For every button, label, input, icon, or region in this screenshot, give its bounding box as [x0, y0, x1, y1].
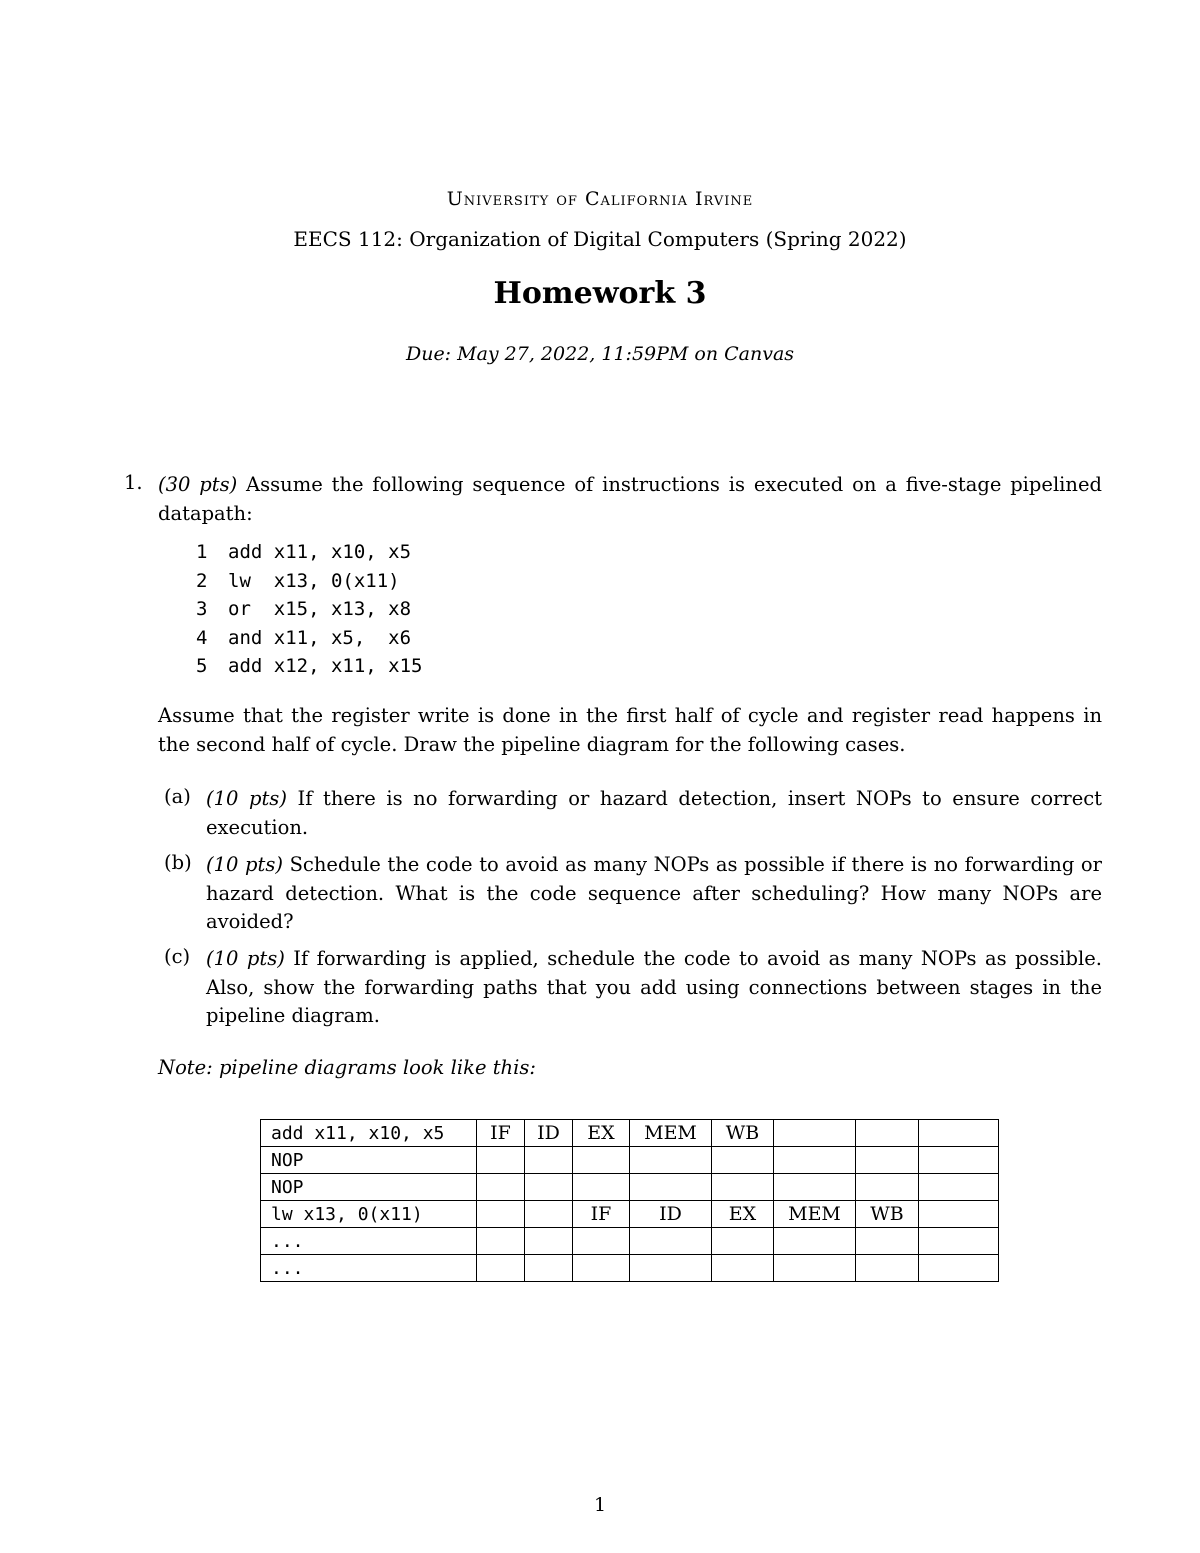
code-line-number: 5: [196, 655, 208, 678]
stage-cell: [525, 1147, 573, 1174]
code-line: [196, 652, 422, 681]
stage-cell: [573, 1228, 630, 1255]
stage-cell: [856, 1255, 919, 1282]
code-instruction: or x15, x13, x8: [228, 598, 412, 621]
code-line: [196, 567, 422, 596]
stage-cell: [774, 1174, 856, 1201]
code-instruction: and x11, x5, x6: [228, 626, 412, 649]
stage-cell: [630, 1174, 712, 1201]
stage-cell: [856, 1174, 919, 1201]
part-a-body: If there is no forwarding or hazard detection, insert NOPs to ensure correct execution.: [206, 787, 1102, 839]
stage-cell: [774, 1120, 856, 1147]
due-date: Due: May 27, 2022, 11:59PM on Canvas: [405, 343, 795, 365]
stage-cell: [630, 1255, 712, 1282]
stage-cell: [712, 1228, 774, 1255]
code-line-number: 2: [196, 569, 208, 592]
stage-cell: [919, 1201, 999, 1228]
stage-cell: [712, 1147, 774, 1174]
stage-cell: [573, 1174, 630, 1201]
instruction-cell: NOP: [261, 1147, 477, 1174]
stage-cell: IF: [477, 1120, 525, 1147]
part-c-body: If forwarding is applied, schedule the code to avoid as many NOPs as possible. Also, show the forwarding paths that you add using connections between stages in the pipeline diagram.: [206, 947, 1102, 1027]
stage-cell: [856, 1120, 919, 1147]
stage-cell: ID: [630, 1201, 712, 1228]
stage-cell: MEM: [774, 1201, 856, 1228]
table-row: [261, 1174, 999, 1201]
question-number: 1.: [124, 471, 143, 494]
table-row: [261, 1120, 999, 1147]
stage-cell: [630, 1228, 712, 1255]
stage-cell: WB: [856, 1201, 919, 1228]
code-line: [196, 624, 422, 653]
stage-cell: EX: [573, 1120, 630, 1147]
stage-cell: [525, 1174, 573, 1201]
part-c-label: (c): [164, 945, 191, 968]
stage-cell: [919, 1255, 999, 1282]
stage-cell: [774, 1228, 856, 1255]
code-instruction: lw x13, 0(x11): [228, 569, 400, 592]
code-line-number: 4: [196, 626, 208, 649]
code-instruction: add x11, x10, x5: [228, 541, 412, 563]
stage-cell: [477, 1255, 525, 1282]
stage-cell: [919, 1228, 999, 1255]
stage-cell: IF: [573, 1201, 630, 1228]
code-listing: [196, 538, 422, 681]
part-b-label: (b): [164, 851, 192, 874]
stage-cell: [919, 1120, 999, 1147]
page-title: Homework 3: [493, 276, 707, 311]
part-a-points: (10 pts): [206, 787, 287, 810]
part-b-points: (10 pts): [206, 853, 283, 876]
code-line: [196, 538, 422, 567]
stage-cell: [774, 1147, 856, 1174]
pipeline-diagram-table: [260, 1119, 999, 1282]
stage-cell: MEM: [630, 1120, 712, 1147]
table-row: [261, 1147, 999, 1174]
question-points: (30 pts): [158, 473, 238, 496]
stage-cell: [712, 1255, 774, 1282]
course-title: EECS 112: Organization of Digital Computers (Spring 2022): [293, 227, 907, 251]
part-c-text: [206, 945, 1102, 1031]
instruction-cell: ...: [261, 1255, 477, 1282]
stage-cell: [477, 1147, 525, 1174]
instruction-cell: add x11, x10, x5: [261, 1120, 477, 1147]
university-name: University of California Irvine: [446, 188, 754, 210]
assumption-paragraph: Assume that the register write is done in the first half of cycle and register read happens in the second half of cycle. Draw the pipeline diagram for the following cases.: [158, 704, 1102, 756]
page-number: 1: [593, 1494, 607, 1516]
stage-cell: [477, 1174, 525, 1201]
stage-cell: [573, 1147, 630, 1174]
table-row: [261, 1255, 999, 1282]
table-row: [261, 1201, 999, 1228]
stage-cell: [919, 1174, 999, 1201]
instruction-cell: NOP: [261, 1174, 477, 1201]
stage-cell: [856, 1147, 919, 1174]
stage-cell: ID: [525, 1120, 573, 1147]
part-a-text: [206, 785, 1102, 842]
stage-cell: EX: [712, 1201, 774, 1228]
code-instruction: add x12, x11, x15: [228, 655, 423, 678]
stage-cell: [919, 1147, 999, 1174]
stage-cell: [525, 1228, 573, 1255]
stage-cell: [573, 1255, 630, 1282]
part-a-label: (a): [164, 785, 191, 808]
stage-cell: [477, 1228, 525, 1255]
question-text: Assume the following sequence of instructions is executed on a five-stage pipelined datapath:: [158, 473, 1102, 525]
table-row: [261, 1228, 999, 1255]
code-line-number: 1: [196, 541, 208, 563]
stage-cell: [774, 1255, 856, 1282]
stage-cell: [712, 1174, 774, 1201]
part-b-body: Schedule the code to avoid as many NOPs as possible if there is no forwarding or hazard detection. What is the code sequence after scheduling? How many NOPs are avoided?: [206, 853, 1102, 933]
part-b-text: [206, 851, 1102, 937]
instruction-cell: lw x13, 0(x11): [261, 1201, 477, 1228]
stage-cell: [630, 1147, 712, 1174]
code-line: [196, 595, 422, 624]
instruction-cell: ...: [261, 1228, 477, 1255]
stage-cell: WB: [712, 1120, 774, 1147]
question-prompt: [158, 471, 1102, 528]
stage-cell: [856, 1228, 919, 1255]
note-text: Note: pipeline diagrams look like this:: [158, 1056, 536, 1079]
code-line-number: 3: [196, 598, 208, 621]
stage-cell: [525, 1201, 573, 1228]
stage-cell: [477, 1201, 525, 1228]
stage-cell: [525, 1255, 573, 1282]
part-c-points: (10 pts): [206, 947, 285, 970]
